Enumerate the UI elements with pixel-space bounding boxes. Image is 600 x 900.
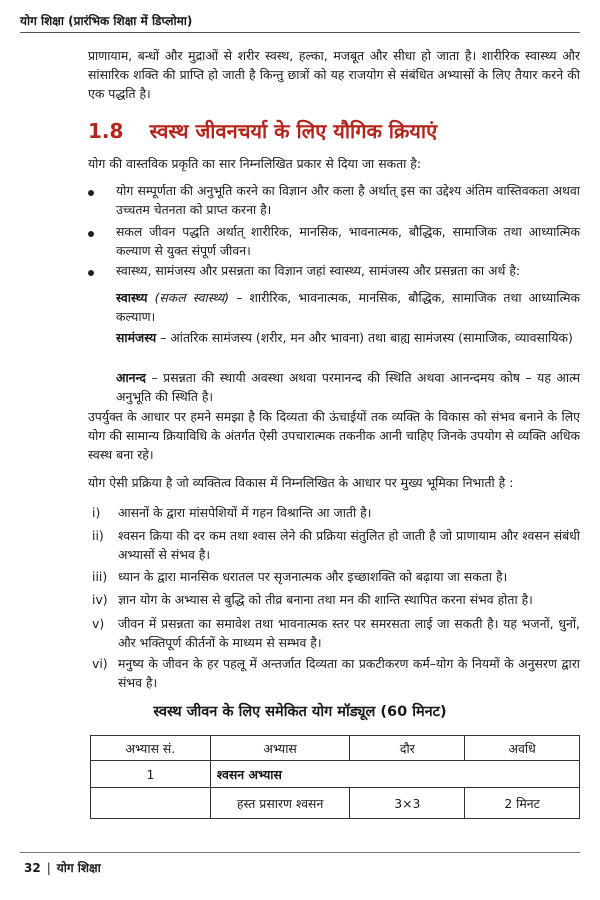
bullet-dot-icon [88, 270, 94, 276]
list-item: श्वसन क्रिया की दर कम तथा श्वास लेने की प्रक्रिया संतुलित हो जाती है जो प्राणायाम और श्वसन संबंधी अभ्यासों से संभव है। [118, 528, 580, 562]
table-cell: हस्त प्रसारण श्वसन [210, 788, 350, 819]
list-item: आसनों के द्वारा मांसपेशियों में गहन विश्रान्ति आ जाती है। [118, 505, 372, 520]
table-row [91, 788, 580, 819]
table-cell: श्वसन अभ्यास [210, 761, 579, 788]
list-item: ध्यान के द्वारा मानसिक धरातल पर सृजनात्मक और इच्छाशक्ति को बढ़ाया जा सकता है। [118, 569, 508, 584]
bullet-item: स्वास्थ्य, सामंजस्य और प्रसन्नता का विज्ञान जहां स्वास्थ्य, सामंजस्य और प्रसन्नता का अर्थ है: [116, 263, 521, 278]
table-cell: 2 मिनट [465, 788, 580, 819]
list-item: ज्ञान योग के अभ्यास से बुद्धि को तीव्र बनाना तथा मन की शान्ति स्थापित करना संभव होता है। [118, 592, 533, 607]
definition-text: – प्रसन्नता की स्थायी अवस्था अथवा परमानन्द की स्थिति अथवा आनन्दमय कोष – यह आत्म अनुभूति की स्थिति है। [116, 370, 580, 404]
bullet-item: सकल जीवन पद्धति अर्थात् शारीरिक, मानसिक, भावनात्मक, बौद्धिक, सामाजिक तथा आध्यात्मिक कल्याण से युक्त संपूर्ण जीवन। [116, 224, 580, 258]
bullet-dot-icon [88, 190, 94, 196]
table-row [91, 761, 580, 788]
list-number: i) [92, 505, 101, 520]
intro-paragraph: प्राणायाम, बन्धों और मुद्राओं से शरीर स्वस्थ, हल्का, मजबूत और सीधा हो जाता है। शारीरिक स्वास्थ्य और सांसारिक शक्ति की प्राप्ति हो जाती है किन्तु छात्रों को यह राजयोग से संबंधित अभ्यासों के लिए तैयार करने की एक पद्धति है। [88, 48, 580, 101]
list-number: iv) [92, 592, 108, 607]
definition-text: – शारीरिक, भावनात्मक, मानसिक, बौद्धिक, सामाजिक तथा आध्यात्मिक कल्याण। [116, 290, 581, 324]
definition-term: आनन्द [116, 370, 146, 385]
table-header-cell: अभ्यास सं. [91, 736, 211, 761]
table-header-cell: अभ्यास [210, 736, 350, 761]
summary-paragraph: उपर्युक्त के आधार पर हमने समझा है कि दिव्यता की ऊंचाईयों तक व्यक्ति के विकास को संभव बनाने के लिए योग की सामान्य क्रियाविधि के अंतर्गत ऐसी उपचारात्मक तकनीक आनी चाहिए जिनके उपयोग से व्यक्ति अधिक स्वस्थ बना रहे। [88, 409, 580, 462]
list-number: v) [92, 616, 105, 631]
table-cell [91, 788, 211, 819]
definition-term: सामंजस्य [116, 330, 157, 345]
page-footer [24, 859, 101, 876]
list-item: मनुष्य के जीवन के हर पहलू में अन्तर्जात दिव्यता का प्रकटीकरण कर्म–योग के नियमों के अनुसरण द्वारा संभव है। [118, 656, 580, 690]
section-intro: योग की वास्तविक प्रकृति का सार निम्नलिखित प्रकार से दिया जा सकता है: [88, 156, 422, 171]
list-number: ii) [92, 528, 104, 543]
table-header-row [91, 736, 580, 761]
running-header: योग शिक्षा (प्रारंभिक शिक्षा में डिप्लोमा) [20, 10, 580, 33]
section-title: स्वस्थ जीवनचर्या के लिए यौगिक क्रियाएं [149, 119, 438, 143]
definition-note: (सकल स्वास्थ्य) [154, 290, 230, 305]
definition-bliss [116, 368, 580, 406]
definition-term: स्वास्थ्य [116, 290, 148, 305]
table-cell: 1 [91, 761, 211, 788]
section-number: 1.8 [88, 119, 124, 143]
footer-divider [20, 852, 580, 853]
bullet-item: योग सम्पूर्णता की अनुभूति करने का विज्ञान और कला है अर्थात् इस का उद्देश्य अंतिम वास्तिवकता अथवा उच्चतम चेतनता को प्राप्त करना है। [116, 183, 580, 217]
table-header-cell: दौर [350, 736, 465, 761]
bullet-dot-icon [88, 231, 94, 237]
process-intro: योग ऐसी प्रक्रिया है जो व्यक्तित्व विकास में निम्नलिखित के आधार पर मुख्य भूमिका निभाती है : [88, 475, 514, 490]
page-number: 32 [24, 861, 41, 875]
footer-book-title: योग शिक्षा [56, 861, 101, 875]
footer-separator: | [46, 861, 51, 875]
table-title: स्वस्थ जीवन के लिए समेकित योग मॉड्यूल (60 मिनट) [153, 704, 447, 720]
list-item: जीवन में प्रसन्नता का समावेश तथा भावनात्मक स्तर पर समरसता लाई जा सकती है। यह भजनों, धुनों, और भक्तिपूर्ण कीर्तनों के माध्यम से सम्भव है। [118, 616, 580, 650]
yoga-module-table [90, 735, 580, 819]
definition-harmony [116, 328, 580, 347]
table-header-cell: अवधि [465, 736, 580, 761]
definition-text: – आंतरिक सामंजस्य (शरीर, मन और भावना) तथा बाह्य सामंजस्य (सामाजिक, व्यावसायिक) [160, 330, 573, 345]
section-heading [88, 117, 437, 144]
list-number: iii) [92, 569, 108, 584]
definition-health [116, 288, 580, 326]
list-number: vi) [92, 656, 108, 671]
table-cell: 3×3 [350, 788, 465, 819]
